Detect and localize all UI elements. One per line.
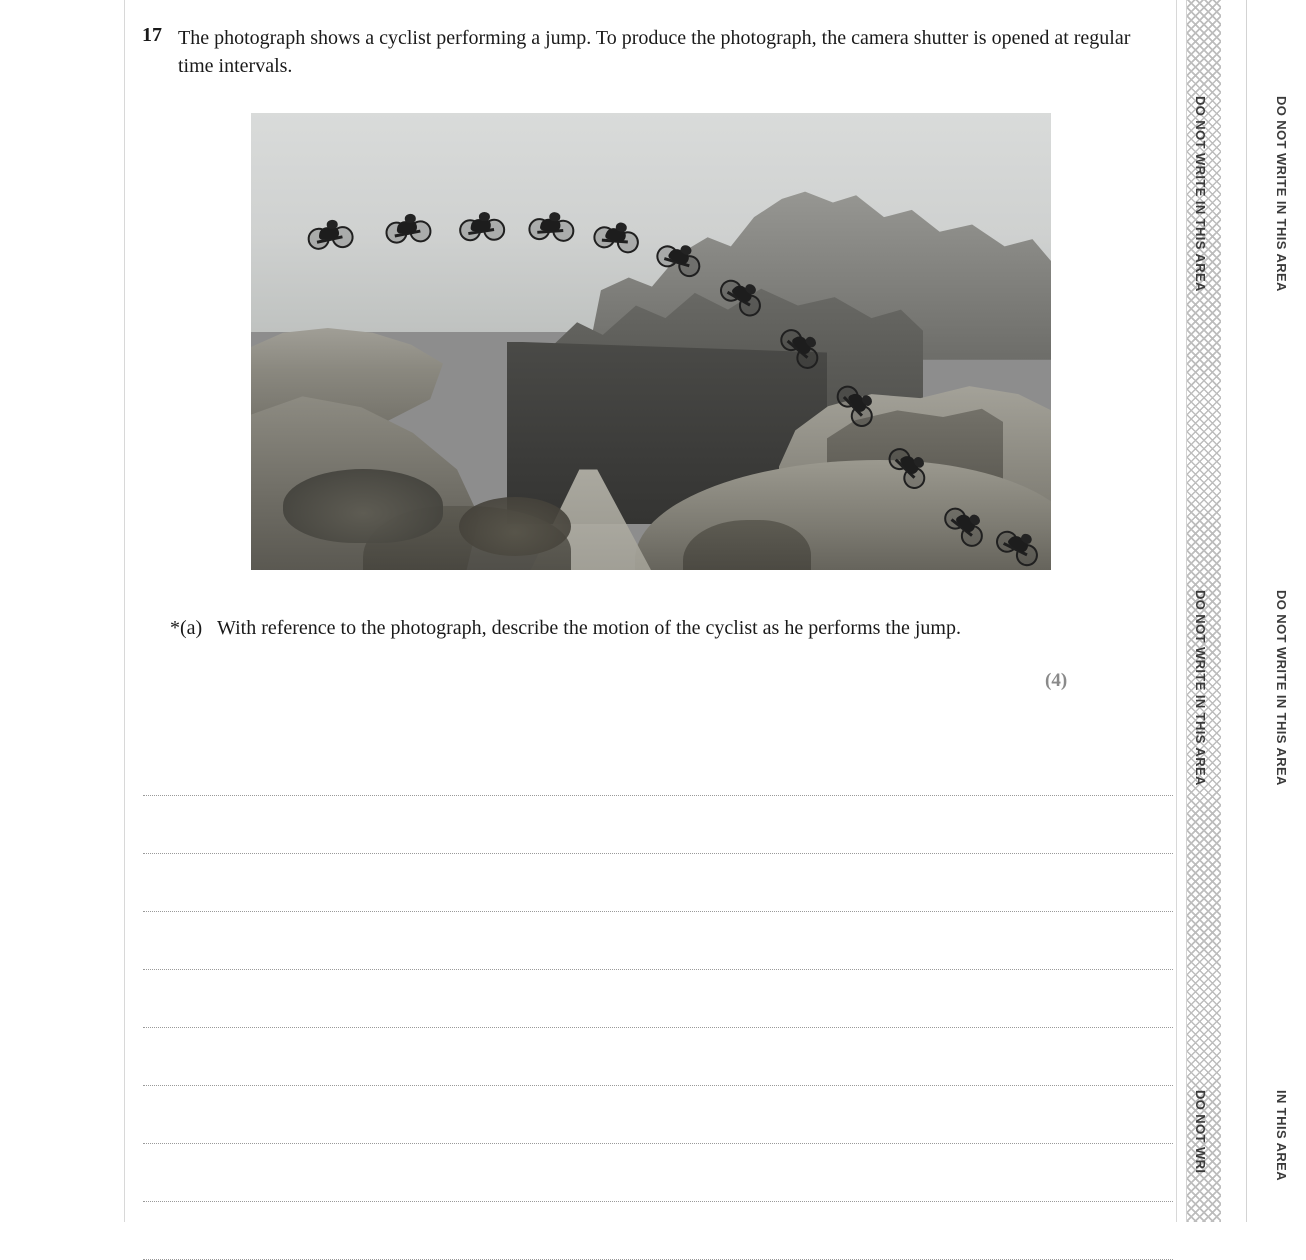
answer-line[interactable] xyxy=(143,1144,1173,1202)
question-number: 17 xyxy=(142,24,162,46)
photograph-scene xyxy=(251,113,1051,570)
answer-line[interactable] xyxy=(143,1086,1173,1144)
question-block xyxy=(142,24,1142,80)
margin-warning-text: DO NOT WRITE IN THIS AREA xyxy=(1274,96,1289,292)
cyclist-exposure xyxy=(459,201,506,242)
margin-warning-text-partial: DO NOT WRI xyxy=(1193,1090,1208,1174)
photograph xyxy=(251,113,1051,570)
bush-center xyxy=(459,497,571,556)
cyclist-exposure xyxy=(384,202,432,244)
margin-warning-text: DO NOT WRITE IN THIS AREA xyxy=(1274,590,1289,786)
question-stem: The photograph shows a cyclist performing a jump. To produce the photograph, the camera shutter is opened at regular time intervals. xyxy=(178,27,1131,77)
answer-line[interactable] xyxy=(143,1028,1173,1086)
margin-band-gap xyxy=(1221,0,1247,1222)
page-right-rule xyxy=(1176,0,1177,1222)
answer-line[interactable] xyxy=(143,970,1173,1028)
cyclist-exposure xyxy=(528,199,577,242)
bush-left xyxy=(283,469,443,542)
page-left-rule xyxy=(124,0,125,1222)
answer-line[interactable] xyxy=(143,1202,1173,1260)
cyclist-exposure xyxy=(306,207,355,250)
question-part-a xyxy=(170,614,1050,643)
answer-area[interactable] xyxy=(143,738,1173,1260)
margin-warning-text: DO NOT WRITE IN THIS AREA xyxy=(1193,96,1208,292)
part-a-marks: (4) xyxy=(1045,670,1068,691)
answer-line[interactable] xyxy=(143,854,1173,912)
answer-line[interactable] xyxy=(143,796,1173,854)
part-a-label: *(a) xyxy=(170,617,203,639)
answer-line[interactable] xyxy=(143,912,1173,970)
margin-warning-text-partial: IN THIS AREA xyxy=(1274,1090,1289,1181)
margin-warning-text: DO NOT WRITE IN THIS AREA xyxy=(1193,590,1208,786)
answer-line[interactable] xyxy=(143,738,1173,796)
part-a-text: With reference to the photograph, describe the motion of the cyclist as he performs the jump. xyxy=(217,617,961,639)
